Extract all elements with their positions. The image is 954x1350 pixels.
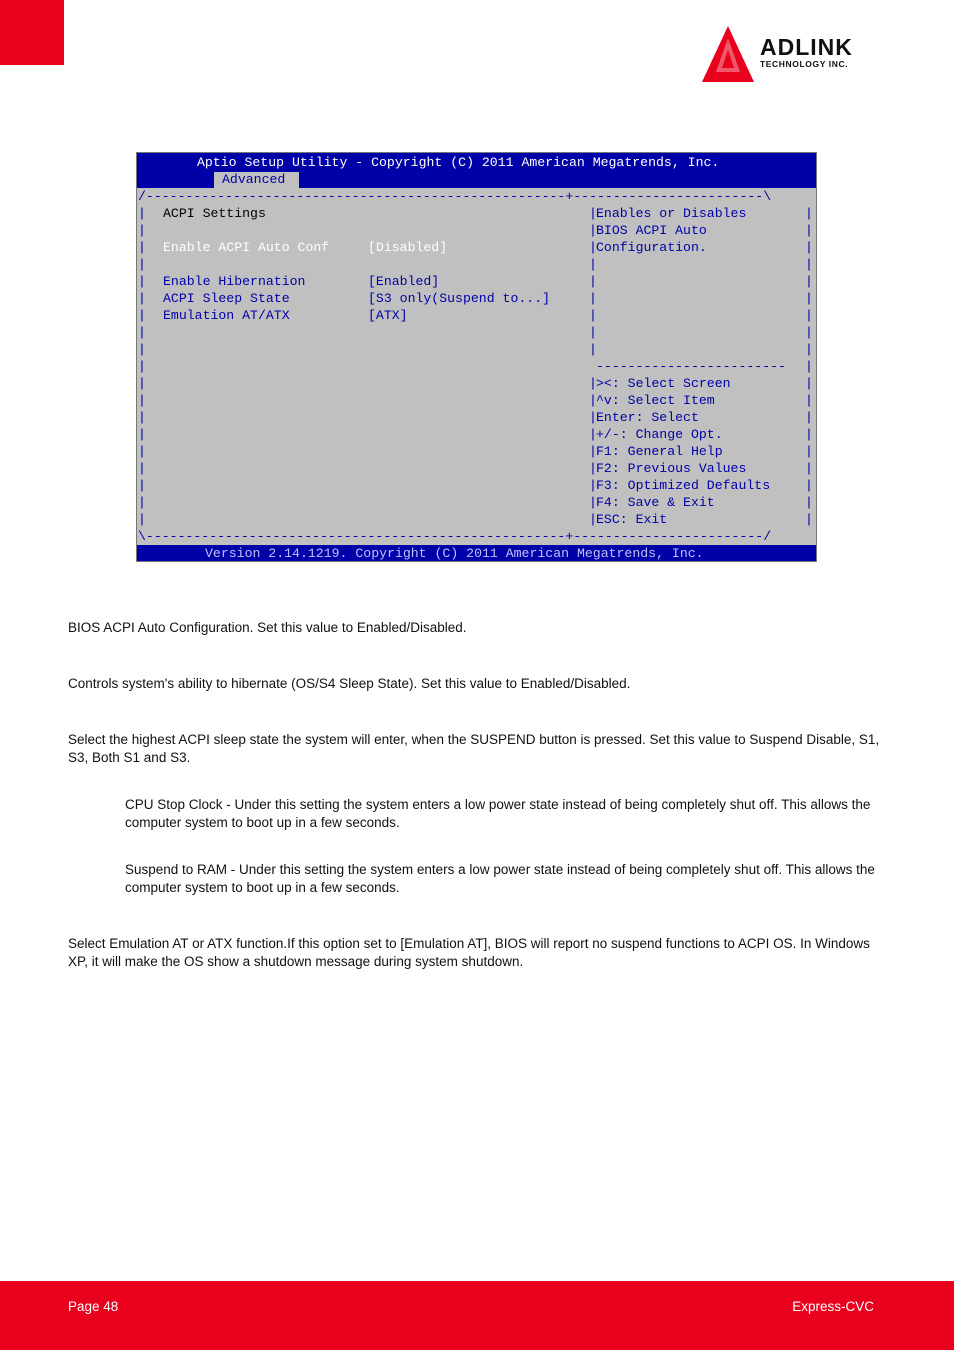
bios-border-top: /-----------------------------------------------------+------------------------\ xyxy=(138,189,772,204)
bios-mid-pipe: | xyxy=(589,240,597,255)
bios-right-pipe: | xyxy=(805,359,813,374)
bios-key-enter: Enter: Select xyxy=(596,410,699,425)
bios-right-pipe: | xyxy=(805,240,813,255)
bios-right-pipe: | xyxy=(805,223,813,238)
bios-right-pipe: | xyxy=(805,461,813,476)
bios-screenshot xyxy=(136,152,817,562)
bios-mid-pipe: | xyxy=(589,495,597,510)
product-name: Express-CVC xyxy=(792,1299,874,1314)
bios-item-hibernation-label[interactable]: Enable Hibernation xyxy=(163,274,306,289)
bios-right-pipe: | xyxy=(805,495,813,510)
paragraph-emulation: Select Emulation AT or ATX function.If this option set to [Emulation AT], BIOS will report no suspend functions to ACPI OS. In Windows XP, it will make the OS show a shutdown message during system shutdown. xyxy=(68,936,870,969)
adlink-logo xyxy=(700,24,890,86)
bios-item-acpi-auto-conf-label[interactable]: Enable ACPI Auto Conf xyxy=(163,240,330,255)
bios-right-pipe: | xyxy=(805,427,813,442)
bios-key-optimized-defaults: F3: Optimized Defaults xyxy=(596,478,771,493)
bios-mid-pipe: | xyxy=(589,291,597,306)
paragraph-sleep-state: Select the highest ACPI sleep state the system will enter, when the SUSPEND button is pressed. Set this value to Suspend Disable, S1, S3, Both S1 and S3. xyxy=(68,732,880,765)
bios-left-pipe: | xyxy=(138,359,146,374)
paragraph-suspend-to-ram: Suspend to RAM - Under this setting the system enters a low power state instead of being completely shut off. This allows the computer system to boot up in a few seconds. xyxy=(125,862,875,895)
bios-key-change-opt: +/-: Change Opt. xyxy=(596,427,723,442)
bios-left-pipe: | xyxy=(138,291,146,306)
bios-left-pipe: | xyxy=(138,325,146,340)
bios-mid-pipe: | xyxy=(589,223,597,238)
paragraph-cpu-stop-clock: CPU Stop Clock - Under this setting the system enters a low power state instead of being completely shut off. This allows the computer system to boot up in a few seconds. xyxy=(125,797,871,830)
bios-right-pipe: | xyxy=(805,274,813,289)
bios-left-pipe: | xyxy=(138,206,146,221)
bios-left-pipe: | xyxy=(138,308,146,323)
bios-right-pipe: | xyxy=(805,308,813,323)
bios-footer-text: Version 2.14.1219. Copyright (C) 2011 American Megatrends, Inc. xyxy=(205,546,704,561)
bios-mid-pipe: | xyxy=(589,308,597,323)
bios-key-previous-values: F2: Previous Values xyxy=(596,461,747,476)
bios-mid-pipe: | xyxy=(589,376,597,391)
bios-border-bottom: \-----------------------------------------------------+------------------------/ xyxy=(138,529,772,544)
bios-help-divider: ------------------------ xyxy=(596,359,786,374)
bios-right-pipe: | xyxy=(805,512,813,527)
bios-key-select-item: ^v: Select Item xyxy=(596,393,715,408)
bios-left-pipe: | xyxy=(138,512,146,527)
adlink-triangle-icon xyxy=(700,24,756,86)
logo-brand-text: ADLINK xyxy=(760,34,853,60)
page-footer xyxy=(0,1281,954,1350)
tab-advanced[interactable]: Advanced xyxy=(214,172,299,188)
bios-mid-pipe: | xyxy=(589,325,597,340)
bios-left-pipe: | xyxy=(138,240,146,255)
bios-mid-pipe: | xyxy=(589,410,597,425)
bios-key-save-exit: F4: Save & Exit xyxy=(596,495,715,510)
paragraph-hibernation: Controls system's ability to hibernate (OS/S4 Sleep State). Set this value to Enabled/Disabled. xyxy=(68,676,631,691)
bios-title: Aptio Setup Utility - Copyright (C) 2011 American Megatrends, Inc. xyxy=(197,155,720,170)
bios-right-pipe: | xyxy=(805,478,813,493)
bios-right-pipe: | xyxy=(805,393,813,408)
bios-left-pipe: | xyxy=(138,444,146,459)
bios-right-pipe: | xyxy=(805,206,813,221)
bios-mid-pipe: | xyxy=(589,393,597,408)
bios-left-pipe: | xyxy=(138,478,146,493)
bios-right-pipe: | xyxy=(805,257,813,272)
bios-help-line-1: Enables or Disables xyxy=(596,206,747,221)
bios-mid-pipe: | xyxy=(589,478,597,493)
bios-mid-pipe: | xyxy=(589,206,597,221)
bios-right-pipe: | xyxy=(805,376,813,391)
bios-help-line-3: Configuration. xyxy=(596,240,707,255)
bios-item-sleep-state-value[interactable]: [S3 only(Suspend to...] xyxy=(368,291,551,306)
bios-item-acpi-auto-conf-value[interactable]: [Disabled] xyxy=(368,240,448,255)
bios-left-pipe: | xyxy=(138,376,146,391)
paragraph-acpi-auto-conf: BIOS ACPI Auto Configuration. Set this value to Enabled/Disabled. xyxy=(68,620,467,635)
bios-mid-pipe: | xyxy=(589,274,597,289)
bios-item-hibernation-value[interactable]: [Enabled] xyxy=(368,274,440,289)
bios-left-pipe: | xyxy=(138,274,146,289)
bios-left-pipe: | xyxy=(138,461,146,476)
bios-mid-pipe: | xyxy=(589,427,597,442)
bios-right-pipe: | xyxy=(805,325,813,340)
bios-mid-pipe: | xyxy=(589,512,597,527)
bios-footer-bar xyxy=(137,545,816,562)
bios-right-pipe: | xyxy=(805,444,813,459)
red-corner-block xyxy=(0,0,64,65)
bios-section-title: ACPI Settings xyxy=(163,206,266,221)
bios-mid-pipe: | xyxy=(589,257,597,272)
bios-left-pipe: | xyxy=(138,495,146,510)
bios-left-pipe: | xyxy=(138,223,146,238)
bios-help-line-2: BIOS ACPI Auto xyxy=(596,223,707,238)
bios-right-pipe: | xyxy=(805,342,813,357)
bios-item-emulation-value[interactable]: [ATX] xyxy=(368,308,408,323)
bios-mid-pipe: | xyxy=(589,342,597,357)
bios-left-pipe: | xyxy=(138,342,146,357)
bios-mid-pipe: | xyxy=(589,444,597,459)
bios-title-bar xyxy=(137,153,816,188)
page-number: Page 48 xyxy=(68,1299,119,1314)
logo-subtitle-text: TECHNOLOGY INC. xyxy=(760,59,849,69)
bios-key-general-help: F1: General Help xyxy=(596,444,723,459)
bios-left-pipe: | xyxy=(138,257,146,272)
bios-left-pipe: | xyxy=(138,393,146,408)
bios-right-pipe: | xyxy=(805,291,813,306)
bios-key-select-screen: ><: Select Screen xyxy=(596,376,731,391)
bios-left-pipe: | xyxy=(138,410,146,425)
bios-left-pipe: | xyxy=(138,427,146,442)
bios-key-esc-exit: ESC: Exit xyxy=(596,512,668,527)
bios-mid-pipe: | xyxy=(589,461,597,476)
bios-right-pipe: | xyxy=(805,410,813,425)
bios-item-sleep-state-label[interactable]: ACPI Sleep State xyxy=(163,291,290,306)
bios-item-emulation-label[interactable]: Emulation AT/ATX xyxy=(163,308,290,323)
